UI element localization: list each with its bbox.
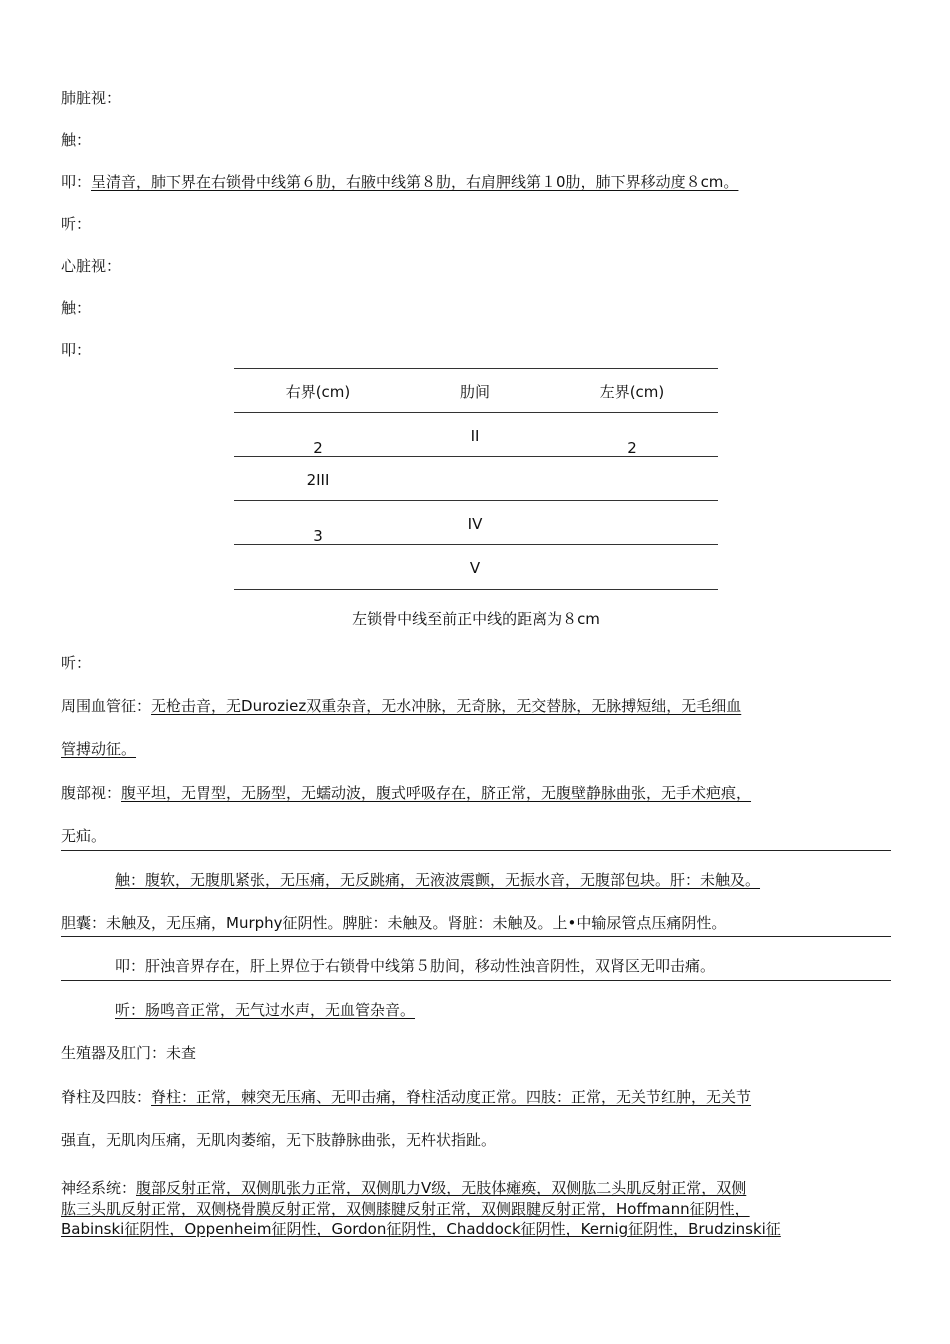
vascular-label: 周围血管征：	[61, 697, 152, 715]
abdomen-palpate-1: 触：腹软，无腹肌紧张，无压痛，无反跳痛，无液波震颤，无振水音，无腹部包块。肝：未触及。	[115, 871, 761, 889]
spine-value-1: 脊柱：正常，棘突无压痛、无叩击痛，脊柱活动度正常。四肢：正常，无关节红肿，无关节	[151, 1088, 752, 1106]
table-rule-top	[234, 368, 718, 369]
abdomen-auscult: 听：肠鸣音正常，无气过水声，无血管杂音。	[115, 1001, 416, 1019]
lung-auscult: 听：	[61, 215, 92, 233]
table-cell-rib-3: IV	[467, 515, 483, 533]
neuro-line-1	[61, 1178, 891, 1199]
neuro-value-1: 腹部反射正常，双侧肌张力正常，双侧肌力Ⅴ级，无肢体瘫痪，双侧肱二头肌反射正常，双侧	[136, 1179, 747, 1197]
vascular-value-1: 无枪击音，无Duroziez双重杂音，无水冲脉，无奇脉，无交替脉，无脉搏短绌，无毛细血	[151, 697, 742, 715]
vascular-value-2: 管搏动征。	[61, 740, 137, 758]
lung-percuss	[61, 172, 738, 192]
neuro-label: 神经系统：	[61, 1179, 137, 1197]
abdomen-inspect-value-1: 腹平坦，无胃型，无肠型，无蠕动波，腹式呼吸存在，脐正常，无腹壁静脉曲张，无手术疤痕，	[121, 784, 752, 802]
table-header-left: 左界(cm)	[599, 383, 665, 401]
table-header-rib: 肋间	[459, 383, 490, 401]
abdomen-palpate-2: 胆囊：未触及，无压痛，Murphy征阴性。脾脏：未触及。肾脏：未触及。上•中输尿管点压痛阴性。	[61, 914, 727, 932]
lung-percuss-label: 叩：	[61, 173, 92, 191]
heart-palpate: 触：	[61, 299, 92, 317]
table-rule	[234, 456, 718, 457]
table-cell-right-2: 2III	[306, 471, 330, 489]
neuro-exam	[61, 1178, 891, 1240]
abdomen-inspect-label: 腹部视：	[61, 784, 122, 802]
heart-auscult: 听：	[61, 654, 92, 672]
lung-percuss-value: 呈清音，肺下界在右锁骨中线第６肋，右腋中线第８肋，右肩胛线第１0肋，肺下界移动度８cm。	[91, 173, 739, 191]
table-rule-bottom	[234, 589, 718, 590]
heart-inspect: 心脏视：	[61, 257, 122, 275]
table-header-right: 右界(cm)	[285, 383, 351, 401]
vascular-signs	[61, 696, 741, 716]
spine-limbs	[61, 1087, 751, 1107]
table-rule	[234, 500, 718, 501]
spine-label: 脊柱及四肢：	[61, 1088, 152, 1106]
separator-line	[61, 850, 891, 851]
table-cell-left-1: 2	[627, 439, 637, 457]
separator-line	[61, 936, 891, 937]
abdomen-inspect-value-2: 无疝。	[61, 827, 107, 845]
table-cell-right-3: 3	[313, 527, 323, 545]
neuro-value-3: Babinski征阴性，Oppenheim征阴性，Gordon征阴性，Chaddock征阴性，Kernig征阴性，Brudzinski征	[61, 1220, 781, 1238]
table-cell-right-1: 2	[313, 439, 323, 457]
lung-inspect: 肺脏视：	[61, 89, 122, 107]
table-caption: 左锁骨中线至前正中线的距离为８cm	[352, 610, 600, 628]
table-rule	[234, 544, 718, 545]
table-cell-rib-4: V	[469, 559, 481, 577]
lung-palpate: 触：	[61, 131, 92, 149]
abdomen-percuss: 叩：肝浊音界存在，肝上界位于右锁骨中线第５肋间，移动性浊音阴性，双肾区无叩击痛。	[115, 957, 716, 975]
spine-value-2: 强直，无肌肉压痛，无肌肉萎缩，无下肢静脉曲张，无杵状指趾。	[61, 1131, 497, 1149]
table-cell-rib-1: II	[470, 427, 480, 445]
heart-percuss: 叩：	[61, 341, 92, 359]
genital-exam: 生殖器及肛门：未查	[61, 1044, 197, 1062]
neuro-value-2: 肱三头肌反射正常，双侧桡骨膜反射正常，双侧膝腱反射正常，双侧跟腱反射正常，Hoffmann征阴性，	[61, 1199, 750, 1218]
table-rule	[234, 412, 718, 413]
abdomen-inspect	[61, 783, 751, 803]
separator-line	[61, 980, 891, 981]
